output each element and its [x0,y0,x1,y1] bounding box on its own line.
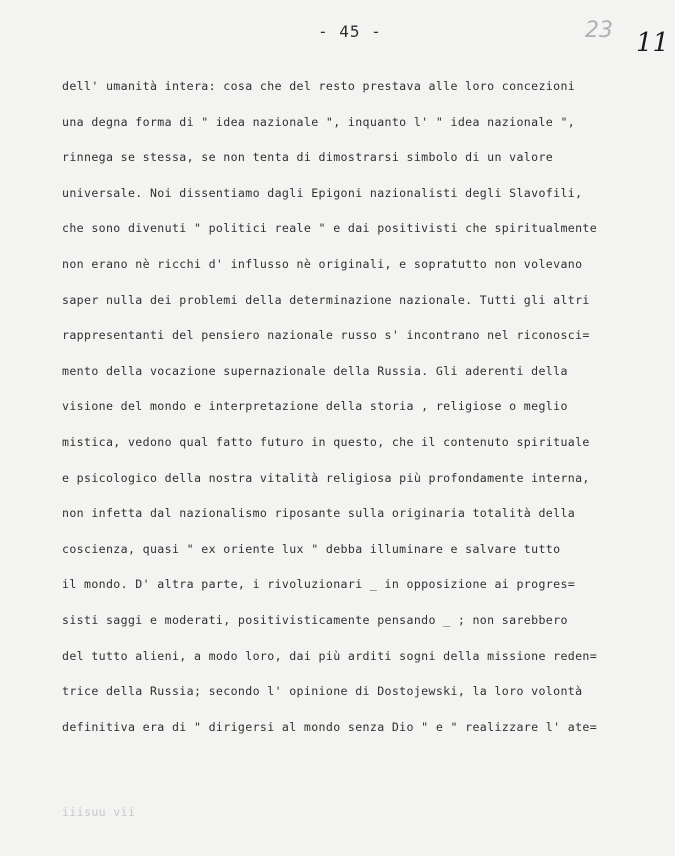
typewritten-body [62,76,622,752]
text-line: e psicologico della nostra vitalità religiosa più profondamente interna, [62,470,590,485]
text-line: rappresentanti del pensiero nazionale russo s' incontrano nel riconosci= [62,328,590,343]
text-line: mento della vocazione supernazionale della Russia. Gli aderenti della [62,363,568,378]
text-line: che sono divenuti " politici reale " e dai positivisti che spiritualmente [62,221,598,236]
text-line: definitiva era di " dirigersi al mondo senza Dio " e " realizzare l' ate= [62,719,598,734]
text-line: mistica, vedono qual fatto futuro in questo, che il contenuto spirituale [62,434,590,449]
text-line: una degna forma di " idea nazionale ", inquanto l' " idea nazionale ", [62,114,576,129]
text-line: visione del mondo e interpretazione della storia , religiose o meglio [62,399,568,414]
text-line: il mondo. D' altra parte, i rivoluzionari _ in opposizione ai progres= [62,577,576,592]
pencil-folio-number: 23 [585,18,613,43]
text-line: universale. Noi dissentiamo dagli Epigoni nazionalisti degli Slavofili, [62,185,583,200]
text-line: coscienza, quasi " ex oriente lux " debba illuminare e salvare tutto [62,541,561,556]
text-line: trice della Russia; secondo l' opinione di Dostojewski, la loro volontà [62,684,583,699]
faint-footer-text: iiisuu vii [62,805,136,819]
text-line: saper nulla dei problemi della determinazione nazionale. Tutti gli altri [62,292,590,307]
text-line: rinnega se stessa, se non tenta di dimostrarsi simbolo di un valore [62,150,554,165]
text-line: sisti saggi e moderati, positivisticamente pensando _ ; non sarebbero [62,612,568,627]
text-line: non infetta dal nazionalismo riposante sulla originaria totalità della [62,506,576,521]
page-number: - 45 - [318,22,382,41]
ink-folio-number: 11 [636,28,670,58]
text-line: del tutto alieni, a modo loro, dai più arditi sogni della missione reden= [62,648,598,663]
text-line: dell' umanità intera: cosa che del resto prestava alle loro concezioni [62,79,576,93]
text-line: non erano nè ricchi d' influsso nè originali, e sopratutto non volevano [62,256,583,271]
